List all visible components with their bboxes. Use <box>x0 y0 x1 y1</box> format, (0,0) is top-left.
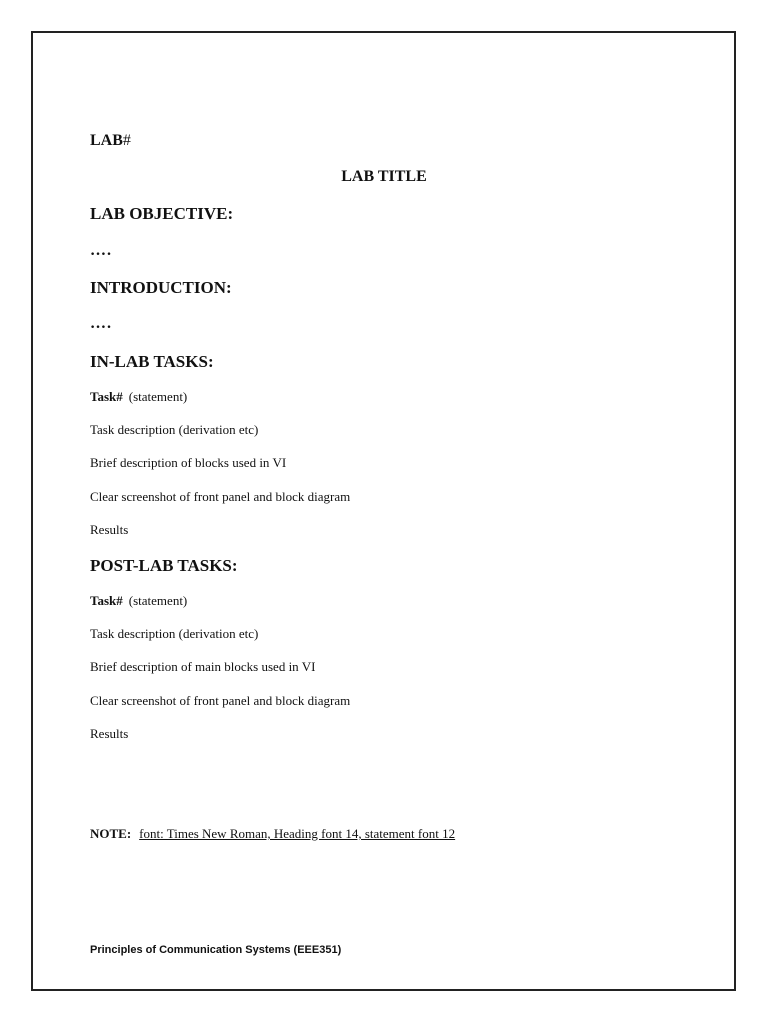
lab-number-label: LAB <box>90 132 123 149</box>
introduction-heading: INTRODUCTION: <box>90 278 232 297</box>
in-lab-line: Brief description of blocks used in VI <box>90 455 287 470</box>
post-lab-line: Brief description of main blocks used in VI <box>90 659 316 674</box>
in-lab-line: Task description (derivation etc) <box>90 422 259 437</box>
post-lab-task-line <box>90 593 187 609</box>
in-lab-line: Clear screenshot of front panel and block diagram <box>90 489 351 504</box>
in-lab-task-line <box>90 389 187 405</box>
lab-number <box>90 132 131 150</box>
lab-number-suffix: # <box>122 132 131 149</box>
in-lab-heading: IN-LAB TASKS: <box>90 352 214 371</box>
lab-title: LAB TITLE <box>341 168 427 185</box>
post-lab-line: Task description (derivation etc) <box>90 626 259 641</box>
post-lab-task-statement: (statement) <box>128 593 188 608</box>
in-lab-line: Results <box>90 522 129 537</box>
post-lab-line: Results <box>90 726 129 741</box>
page-footer: Principles of Communication Systems (EEE351) <box>90 944 342 956</box>
note-label: NOTE: <box>90 826 132 841</box>
in-lab-task-statement: (statement) <box>128 389 188 404</box>
post-lab-line: Clear screenshot of front panel and block diagram <box>90 693 351 708</box>
note <box>90 826 455 842</box>
note-text: font: Times New Roman, Heading font 14, statement font 12 <box>139 826 456 841</box>
in-lab-task-label: Task# <box>90 389 123 404</box>
objective-placeholder: …. <box>90 242 112 259</box>
introduction-placeholder: …. <box>90 315 112 332</box>
post-lab-heading: POST-LAB TASKS: <box>90 556 238 575</box>
post-lab-task-label: Task# <box>90 593 123 608</box>
objective-heading: LAB OBJECTIVE: <box>90 204 234 223</box>
